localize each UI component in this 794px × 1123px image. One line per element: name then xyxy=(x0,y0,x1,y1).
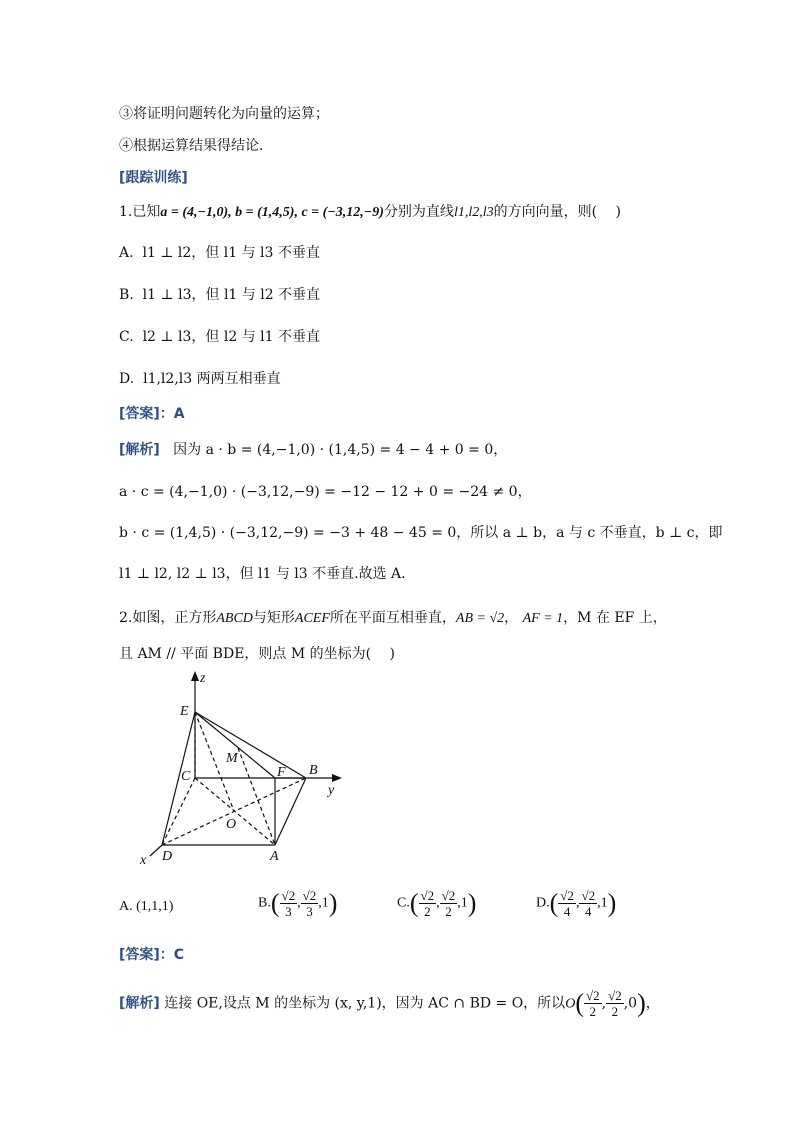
q1-answer xyxy=(119,404,185,424)
q1-analysis-line-3: b · c = (1,4,5) · (−3,12,−9) = −3 + 48 − 45 = 0，所以 a ⊥ b，a 与 c 不垂直，b ⊥ c，即 xyxy=(119,525,723,541)
q2-option-c: C.( $\frac{√2}{2}$ , $\frac{√2}{2}$ ,1) xyxy=(397,888,477,919)
q2-af-eq: AF = 1 xyxy=(522,611,564,626)
q2-acef: ACEF xyxy=(294,611,330,626)
q2-analysis-frac-2: $\frac{√2}{2}$ xyxy=(608,988,622,1019)
edge-EF xyxy=(195,712,275,778)
q1-option-c-label: C. xyxy=(119,329,134,345)
q1-option-b xyxy=(119,285,320,305)
q1-option-c-text: l2 ⊥ l3，但 l2 与 l1 不垂直 xyxy=(142,329,320,345)
label-D: D xyxy=(162,849,173,864)
label-B: B xyxy=(309,763,318,778)
q1-analysis-label: [解析] xyxy=(119,442,160,458)
q2-analysis-line-1: [解析] 连接 OE,设点 M 的坐标为 (x, y,1)，因为 AC ∩ BD = O，所以O( $\frac{√2}{2}$ , $\frac{√2}{2}$ ,0)， xyxy=(119,988,660,1019)
label-y: y xyxy=(328,783,335,798)
section-heading: [跟踪训练] xyxy=(119,170,188,186)
q1-option-d-text: l1,l2,l3 两两互相垂直 xyxy=(143,371,281,387)
label-A: A xyxy=(270,849,279,864)
q2-option-a-label: A. xyxy=(119,899,133,914)
q1-analysis-line-1 xyxy=(119,440,507,460)
label-x: x xyxy=(140,853,147,868)
diag-DB xyxy=(162,778,306,845)
q1-vectors: a = (4,−1,0), b = (1,4,5), c = (−3,12,−9) xyxy=(160,205,384,220)
step-4: ④根据运算结果得结论． xyxy=(119,138,273,154)
q2-stem-a: 2.如图，正方形 xyxy=(119,610,217,626)
q2-option-a-text: (1,1,1) xyxy=(136,899,174,914)
q1-answer-label: [答案]： xyxy=(119,406,174,422)
q2-abcd: ABCD xyxy=(216,611,253,626)
q2-option-c-label: C. xyxy=(397,895,410,911)
q2-stem-line-2: 且 AM // 平面 BDE，则点 M 的坐标为( ) xyxy=(119,646,396,662)
q2-analysis-o: O xyxy=(565,996,576,1012)
q1-answer-value: A xyxy=(173,406,185,422)
q1-lines: l1,l2,l3 xyxy=(453,205,494,220)
q1-option-a-text: l1 ⊥ l2，但 l1 与 l3 不垂直 xyxy=(142,245,320,261)
x-axis-dashed xyxy=(162,778,195,845)
q2-option-d-label: D. xyxy=(536,895,550,911)
q1-option-a-label: A. xyxy=(119,245,134,261)
z-axis-arrow xyxy=(191,671,199,681)
label-F: F xyxy=(277,765,286,780)
q1-stem-suffix: 的方向向量，则( ) xyxy=(493,204,621,220)
q2-option-c-frac-1: $\frac{√2}{2}$ xyxy=(420,888,435,919)
q2-option-c-frac-2: $\frac{√2}{2}$ xyxy=(441,888,456,919)
q1-option-d-label: D. xyxy=(119,371,135,387)
q2-stem-line-1: 2.如图，正方形ABCD与矩形ACEF所在平面互相垂直，AB = √2， AF = 1，M 在 EF 上， xyxy=(119,610,667,626)
q2-answer-value: C xyxy=(173,947,185,963)
label-E: E xyxy=(180,704,189,719)
edge-EB xyxy=(195,712,306,778)
label-z: z xyxy=(200,671,206,686)
q1-stem-mid: 分别为直线 xyxy=(383,204,454,220)
q2-option-b-label: B. xyxy=(258,895,271,911)
q2-analysis-label: [解析] xyxy=(119,995,160,1012)
q1-analysis-line-4: l1 ⊥ l2, l2 ⊥ l3，但 l1 与 l3 不垂直.故选 A. xyxy=(119,566,406,582)
q2-analysis-text: 连接 OE,设点 M 的坐标为 (x, y,1)，因为 AC ∩ BD = O，所以 xyxy=(164,995,566,1012)
q2-option-a xyxy=(119,899,173,915)
q2-option-d: D.( $\frac{√2}{4}$ , $\frac{√2}{4}$ ,1) xyxy=(536,888,617,919)
q2-option-b: B.( $\frac{√2}{3}$ , $\frac{√2}{3}$ ,1) xyxy=(258,888,338,919)
label-M: M xyxy=(226,751,238,766)
q1-stem-prefix: 1.已知 xyxy=(119,204,161,220)
q1-option-a xyxy=(119,243,320,263)
q1-stem xyxy=(119,202,621,223)
q1-option-c xyxy=(119,327,320,347)
q2-analysis-frac-1: $\frac{√2}{2}$ xyxy=(585,988,600,1019)
q1-option-d xyxy=(119,369,281,389)
q1-analysis-text-1: 因为 a · b = (4,−1,0) · (1,4,5) = 4 − 4 + 0 = 0， xyxy=(173,442,508,458)
edge-AB xyxy=(275,778,306,845)
q1-option-b-text: l1 ⊥ l3，但 l1 与 l2 不垂直 xyxy=(142,287,321,303)
q1-option-b-label: B. xyxy=(119,287,134,303)
q2-option-b-frac-1: $\frac{√2}{3}$ xyxy=(281,888,296,919)
label-O: O xyxy=(226,817,237,832)
q2-option-d-frac-2: $\frac{√2}{4}$ xyxy=(581,888,596,919)
q1-analysis-line-2: a · c = (4,−1,0) · (−3,12,−9) = −12 − 12 + 0 = −24 ≠ 0， xyxy=(119,484,532,500)
q2-stem-b: 与矩形 xyxy=(252,610,295,626)
q2-option-b-frac-2: $\frac{√2}{3}$ xyxy=(302,888,317,919)
q2-answer-label: [答案]： xyxy=(119,947,174,963)
step-3: ③将证明问题转化为向量的运算； xyxy=(119,106,329,122)
q2-geometry-figure xyxy=(128,668,348,868)
y-axis-arrow xyxy=(332,774,342,782)
q2-ab-eq: AB = √2 xyxy=(455,611,505,626)
label-C: C xyxy=(181,769,191,784)
q2-stem-c: 所在平面互相垂直， xyxy=(329,610,456,626)
q2-answer xyxy=(119,945,184,965)
q2-option-d-frac-1: $\frac{√2}{4}$ xyxy=(560,888,574,919)
q2-m-on: M 在 EF 上， xyxy=(577,610,667,626)
x-axis-end xyxy=(150,845,162,856)
